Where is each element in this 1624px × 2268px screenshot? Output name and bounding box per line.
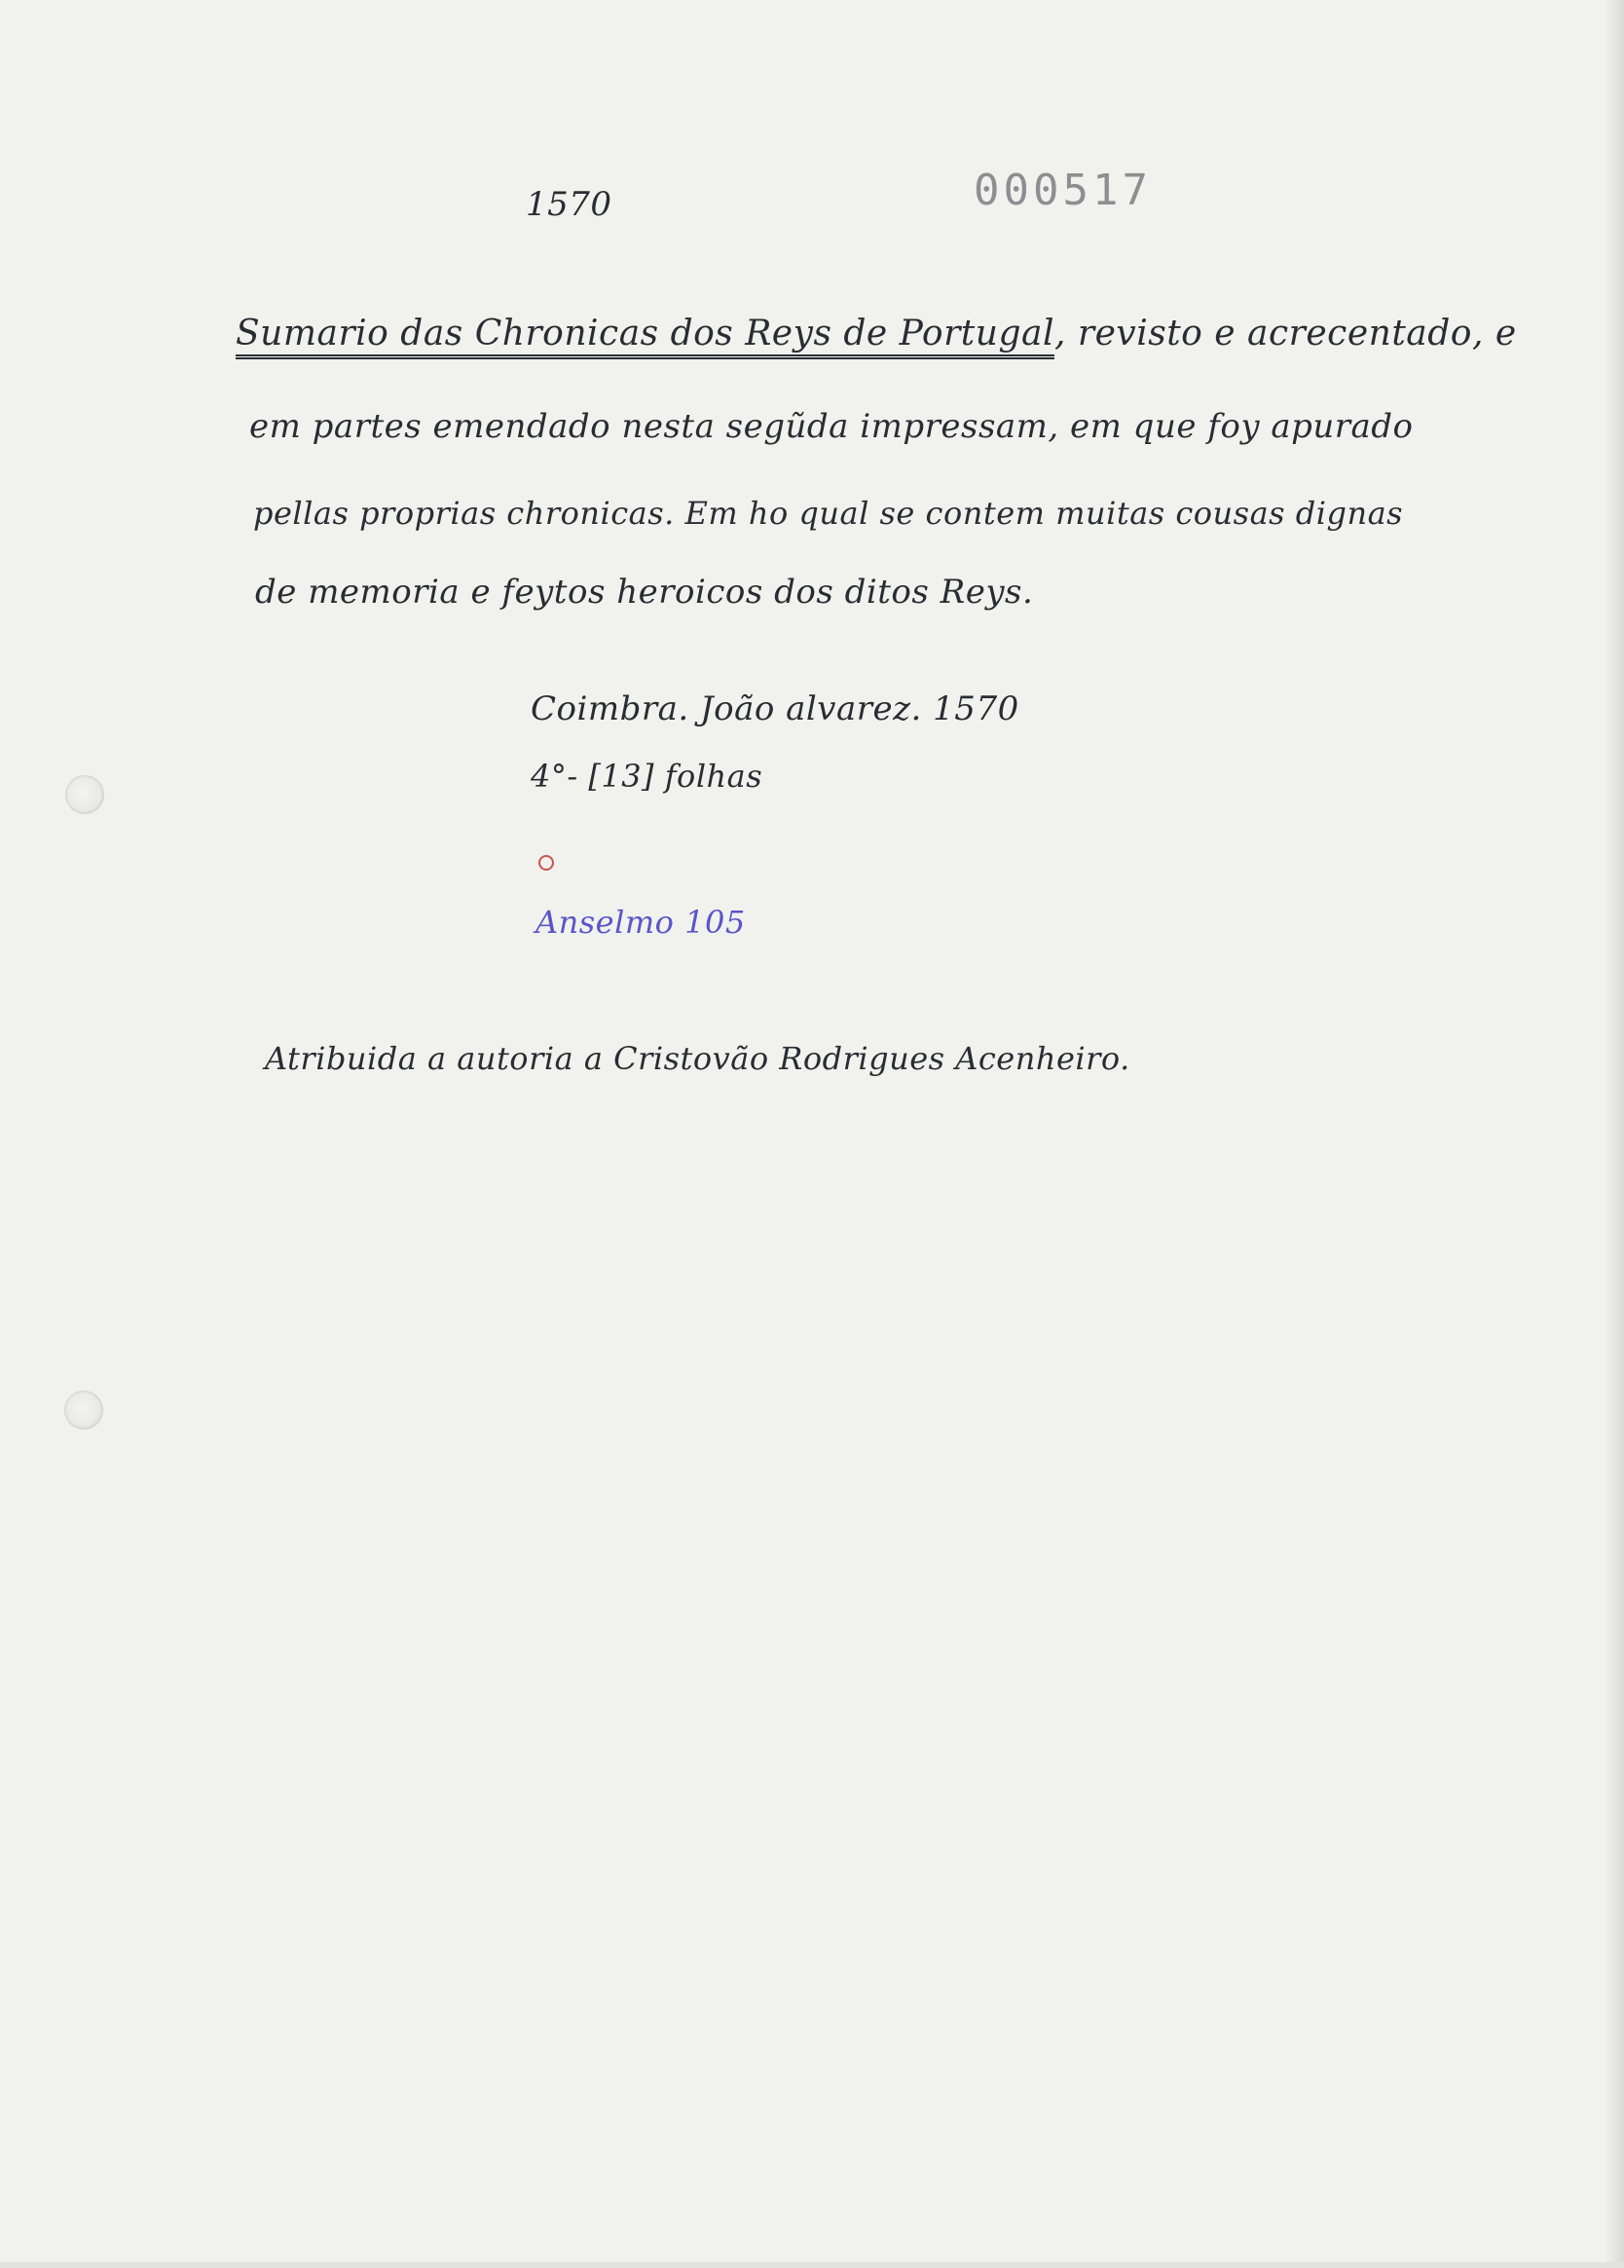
paper-bottom-edge (0, 2262, 1624, 2268)
title-rest: , revisto e acrecentado, e (1053, 314, 1517, 353)
imprint: Coimbra. João alvarez. 1570 (531, 689, 1019, 728)
stamp-number: 000517 (974, 166, 1152, 215)
reference: Anselmo 105 (535, 904, 746, 941)
punch-hole-bottom (64, 1391, 103, 1430)
body-line-3: de memoria e feytos heroicos dos ditos Reys. (255, 573, 1034, 612)
attribution: Atribuida a autoria a Cristovão Rodrigues Acenheiro. (265, 1040, 1130, 1077)
paper-edge (1605, 0, 1624, 2268)
year-top: 1570 (526, 185, 612, 224)
red-circle-mark (538, 855, 554, 871)
punch-hole-top (65, 775, 104, 814)
body-line-2: pellas proprias chronicas. Em ho qual se contem muitas cousas dignas (253, 495, 1404, 532)
book-title: Sumario das Chronicas dos Reys de Portugal (236, 314, 1054, 353)
title-line (236, 314, 1517, 353)
body-line-1: em partes emendado nesta segũda impressam, em que foy apurado (249, 407, 1414, 446)
format: 4°- [13] folhas (531, 758, 763, 795)
